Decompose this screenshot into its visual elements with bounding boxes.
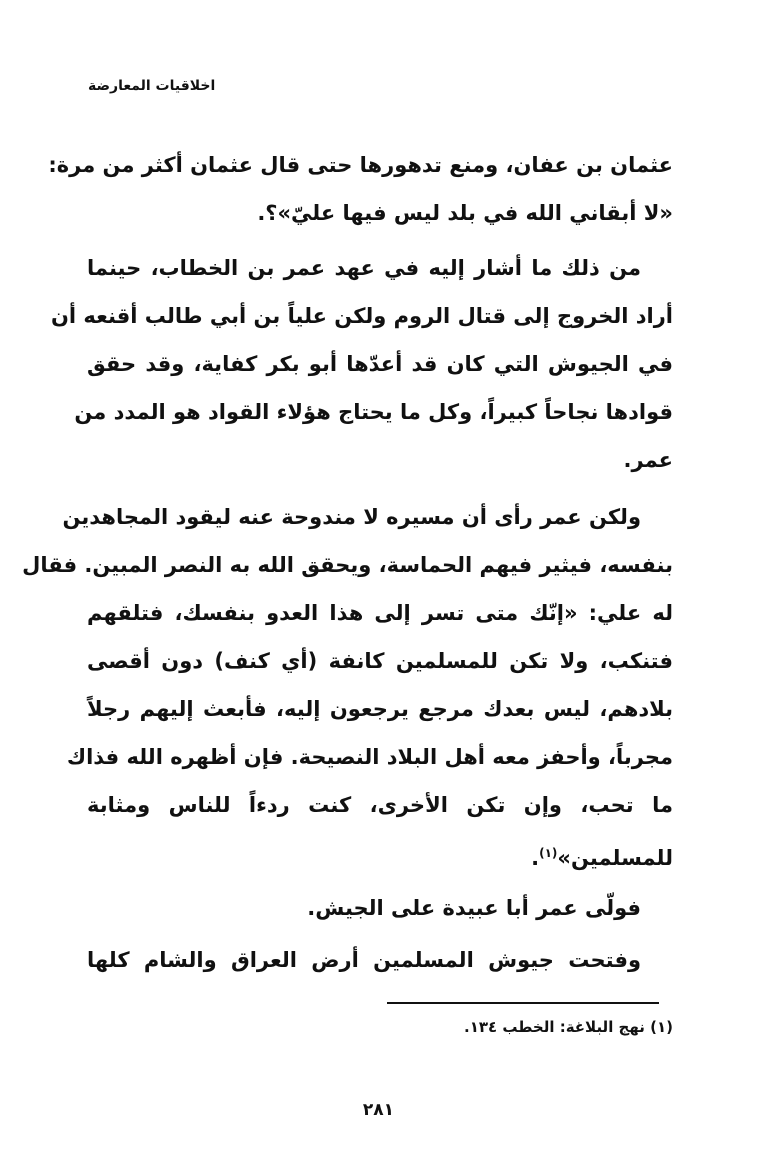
text-line: فتنكب، ولا تكن للمسلمين كانفة (أي كنف) دون أقصى xyxy=(87,649,673,673)
text-line: ولكن عمر رأى أن مسيره لا مندوحة عنه ليقود المجاهدين xyxy=(62,505,641,529)
text-line: ما تحب، وإن تكن الأخرى، كنت ردءاً للناس ومثابة xyxy=(87,793,673,817)
text-line: قوادها نجاحاً كبيراً، وكل ما يحتاج هؤلاء القواد هو المدد من xyxy=(74,400,673,424)
text-line: عثمان بن عفان، ومنع تدهورها حتى قال عثمان أكثر من مرة: xyxy=(48,153,673,177)
text-line: بلادهم، ليس بعدك مرجع يرجعون إليه، فأبعث إليهم رجلاً xyxy=(87,697,673,721)
footnote-reference: (١) xyxy=(539,846,558,860)
text-line: «لا أبقاني الله في بلد ليس فيها عليّ»؟. xyxy=(257,201,673,225)
running-header: اخلاقيات المعارضة xyxy=(88,78,216,94)
page-number: ٢٨١ xyxy=(362,1100,395,1120)
text-line: وفتحت جيوش المسلمين أرض العراق والشام كلها xyxy=(87,948,641,972)
text-line: أراد الخروج إلى قتال الروم ولكن علياً بن أبي طالب أقنعه أن xyxy=(50,304,673,328)
text-line: بنفسه، فيثير فيهم الحماسة، ويحقق الله به النصر المبين. فقال xyxy=(22,553,673,577)
text-line: فولّى عمر أبا عبيدة على الجيش. xyxy=(307,896,641,920)
footnote-divider xyxy=(387,1002,659,1004)
footnote: (١) نهج البلاغة: الخطب ١٣٤. xyxy=(464,1018,673,1036)
text-line: للمسلمين»$^{(١)}$. xyxy=(531,846,673,870)
text-line: في الجيوش التي كان قد أعدّها أبو بكر كفاية، وقد حقق xyxy=(87,352,673,376)
text-line: له علي: «إنّك متى تسر إلى هذا العدو بنفسك، فتلقهم xyxy=(87,601,673,625)
text-fragment: للمسلمين» xyxy=(557,846,673,870)
text-line: عمر. xyxy=(623,448,673,472)
text-line: مجرباً، وأحفز معه أهل البلاد النصيحة. فإن أظهره الله فذاك xyxy=(66,745,673,769)
text-line: من ذلك ما أشار إليه في عهد عمر بن الخطاب، حينما xyxy=(87,256,641,280)
